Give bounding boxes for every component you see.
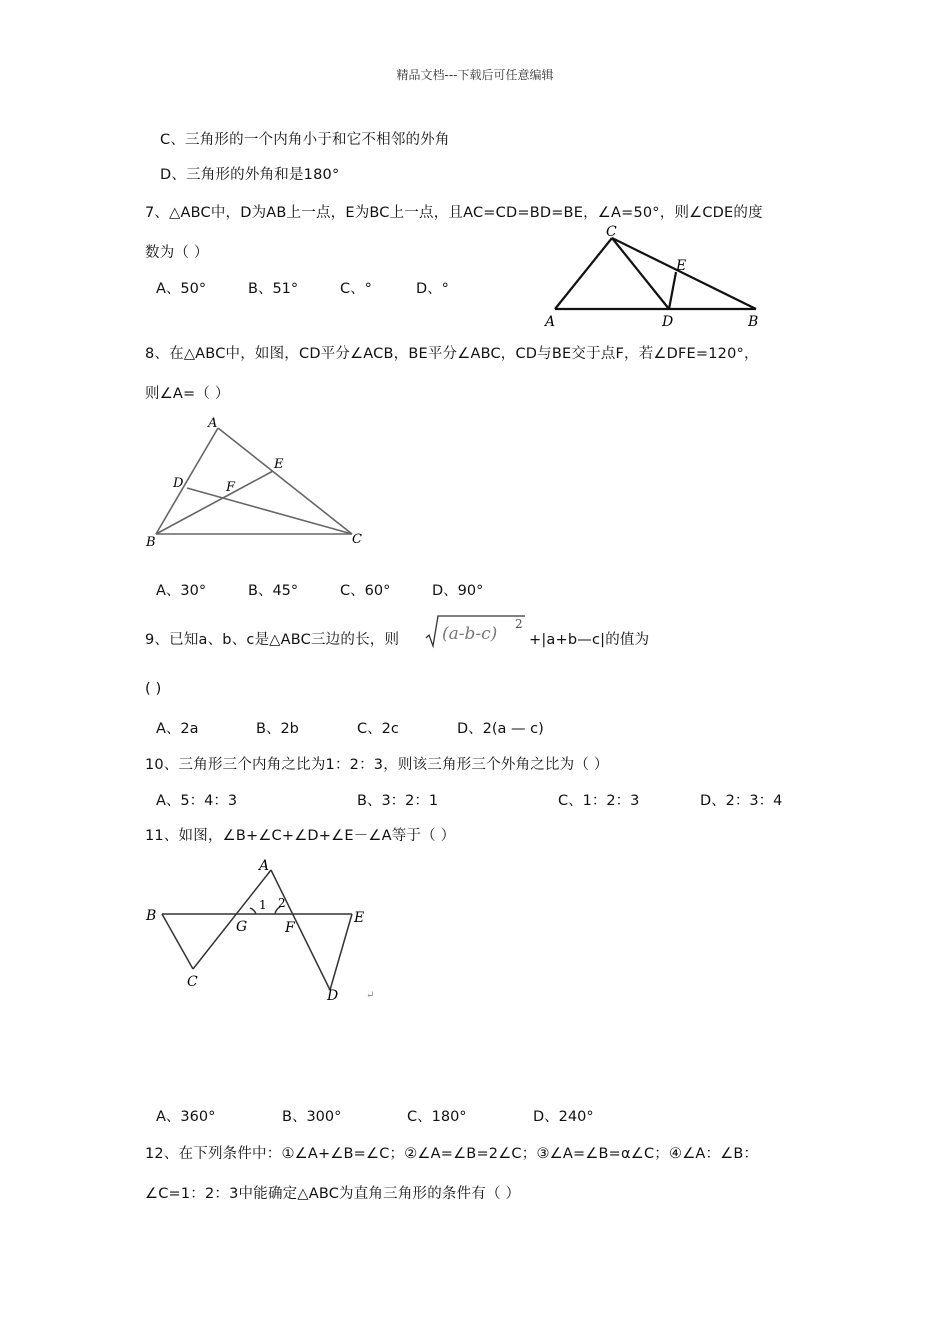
q7-option-b: B、51° xyxy=(248,281,299,297)
q11-label-c: C xyxy=(187,974,198,990)
q12-stem-line1: 12、在下列条件中：①∠A+∠B=∠C；②∠A=∠B=2∠C；③∠A=∠B=α∠C；④∠A：∠B： xyxy=(145,1146,759,1162)
q9-option-b: B、2b xyxy=(256,721,299,737)
q7-option-a: A、50° xyxy=(156,281,207,297)
q8-label-b: B xyxy=(146,535,156,550)
q9-option-c: C、2c xyxy=(357,721,399,737)
q8-label-e: E xyxy=(274,457,284,472)
q10-option-b: B、3：2：1 xyxy=(357,793,439,809)
q11-angle-arc-1 xyxy=(250,908,256,914)
q8-option-c: C、60° xyxy=(340,583,391,599)
q11-label-f: F xyxy=(285,920,295,936)
q7-label-d: D xyxy=(662,314,674,330)
q8-option-b: B、45° xyxy=(248,583,299,599)
q7-segment-de xyxy=(669,272,676,309)
q8-segment-dc xyxy=(187,488,352,534)
q11-option-b: B、300° xyxy=(282,1109,342,1125)
q11-label-a: A xyxy=(259,858,270,874)
q7-triangle-figure xyxy=(540,222,770,332)
q11-label-angle-2: 2 xyxy=(278,896,286,910)
q7-segment-cd xyxy=(612,238,669,309)
q11-return-mark: ↵ xyxy=(366,990,375,1001)
q9-option-d: D、2(a — c) xyxy=(457,721,544,737)
q11-segment-ca xyxy=(193,870,271,969)
q10-option-c: C、1：2：3 xyxy=(558,793,640,809)
q10-option-a: A、5：4：3 xyxy=(156,793,238,809)
q11-segment-ad xyxy=(271,870,330,990)
q7-option-c: C、° xyxy=(340,281,372,297)
q8-segment-ac xyxy=(218,428,352,534)
q9-stem-suffix: +|a+b—c|的值为 xyxy=(529,632,650,648)
q11-stem: 11、如图，∠B+∠C+∠D+∠E－∠A等于（ ） xyxy=(145,828,456,844)
q11-figure xyxy=(140,852,390,1002)
q9-sqrt-expression xyxy=(425,608,533,652)
q8-label-a: A xyxy=(208,416,218,431)
q7-stem-line1: 7、△ABC中，D为AB上一点，E为BC上一点，且AC=CD=BD=BE，∠A=50°，则∠CDE的度 xyxy=(145,205,763,221)
q8-triangle-figure xyxy=(140,412,380,552)
q6-option-d: D、三角形的外角和是180° xyxy=(160,167,340,183)
q11-label-b: B xyxy=(146,908,157,924)
q8-option-a: A、30° xyxy=(156,583,207,599)
q11-option-a: A、360° xyxy=(156,1109,216,1125)
q7-option-d: D、° xyxy=(416,281,449,297)
q11-segment-de xyxy=(330,914,352,990)
q7-label-a: A xyxy=(545,314,556,330)
q11-label-angle-1: 1 xyxy=(259,898,267,912)
q11-option-d: D、240° xyxy=(533,1109,594,1125)
q9-stem-line2: ( ) xyxy=(145,681,162,697)
q9-stem-prefix: 9、已知a、b、c是△ABC三边的长，则 xyxy=(145,632,400,648)
q7-label-c: C xyxy=(606,224,617,240)
q7-stem-line2: 数为（ ） xyxy=(145,245,209,261)
q11-option-c: C、180° xyxy=(407,1109,467,1125)
page-header: 精品文档---下载后可任意编辑 xyxy=(396,68,554,82)
q8-label-d: D xyxy=(173,476,184,491)
q8-option-d: D、90° xyxy=(432,583,484,599)
q8-stem-line2: 则∠A=（ ） xyxy=(145,386,230,402)
q11-label-d: D xyxy=(327,988,339,1002)
q7-segment-ac xyxy=(555,238,612,309)
q10-option-d: D、2：3：4 xyxy=(700,793,783,809)
q11-label-g: G xyxy=(236,919,248,935)
q7-label-b: B xyxy=(748,314,759,330)
q10-stem: 10、三角形三个内角之比为1：2：3，则该三角形三个外角之比为（ ） xyxy=(145,757,609,773)
q12-stem-line2: ∠C=1：2：3中能确定△ABC为直角三角形的条件有（ ） xyxy=(145,1186,521,1202)
q9-exponent: 2 xyxy=(515,617,523,631)
q9-radicand: (a-b-c) xyxy=(442,624,498,644)
q8-stem-line1: 8、在△ABC中，如图，CD平分∠ACB，BE平分∠ABC，CD与BE交于点F，若∠DFE=120°， xyxy=(145,346,759,362)
q9-option-a: A、2a xyxy=(156,721,199,737)
q8-label-c: C xyxy=(352,532,362,547)
q11-segment-bc xyxy=(162,914,193,969)
q6-option-c: C、三角形的一个内角小于和它不相邻的外角 xyxy=(160,132,450,148)
q11-label-e: E xyxy=(354,910,365,926)
q7-label-e: E xyxy=(676,258,687,274)
q8-label-f: F xyxy=(226,480,236,495)
